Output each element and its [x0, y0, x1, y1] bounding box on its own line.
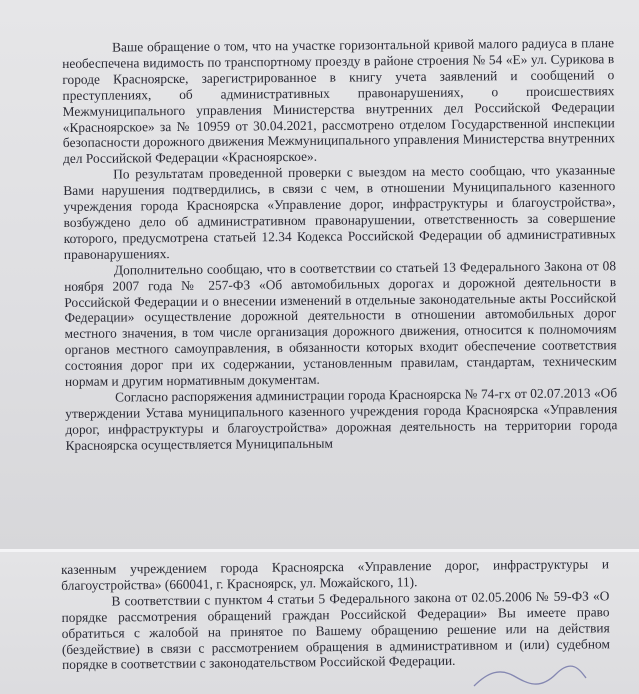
paragraph-appeal-rights: В соответствии с пунктом 4 статьи 5 Федерального закона от 02.05.2006 № 59-ФЗ «О порядке рассмотрения обращений граждан Российской Федерации» Вы имеете право обратиться с жалобой на принятое по Вашему обращению решение или на действия (бездействие) в связи с рассмотрением обращения в административном и (или) судебном порядке в соответствии с законодательством Российской Федерации. [61, 588, 610, 673]
paragraph-appeal: Ваше обращение о том, что на участке горизонтальной кривой малого радиуса в плане необеспечена видимость по транспортному проезду в районе строения № 54 «Е» ул. Сурикова в городе Красноярске, зарегистрированное в книгу учета заявлений и сообщений о преступлениях, об административных правонарушениях, о происшествиях Межмуниципального управления Министерства внутренних дел Российской Федерации «Красноярское» за № 10959 от 30.04.2021, рассмотрено отделом Государственной инспекции безопасности дорожного движения Межмуниципального управления Министерства внутренних дел Российской Федерации «Красноярское». [62, 35, 615, 167]
signature-mark [470, 664, 590, 694]
paragraph-inspection-result: По результатам проведенной проверки с выездом на место сообщаю, что указанные Вами нарушения подтвердились, в связи с чем, в отношении Муниципального казенного учреждения города Красноярска «Управление дорог, инфраструктуры и благоустройства», возбуждено дело об административном правонарушении, ответственность за совершение которого, предусмотрена статьей 12.34 Кодекса Российской Федерации об административных правонарушениях. [63, 162, 616, 262]
paragraph-continuation: казенным учреждением города Красноярска «Управление дорог, инфраструктуры и благоустройства» (660041, г. Красноярск, ул. Можайского, 11). [61, 556, 610, 593]
paragraph-administration-order: Согласно распоряжения администрации города Красноярска № 74-гх от 02.07.2013 «Об утверждении Устава муниципального казенного учреждения города Красноярска «Управления дорог, инфраструктуры и благоустройства» дорожная деятельность на территории города Красноярска осуществляется Муниципальным [65, 385, 618, 453]
page-1-body [62, 35, 618, 453]
page-2-body [61, 556, 610, 673]
paragraph-additional-info: Дополнительно сообщаю, что в соответствии со статьей 13 Федерального Закона от 08 ноября 2007 года № 257-ФЗ «Об автомобильных дорогах и дорожной деятельности в Российской Федерации и о внесении изменений в отдельные законодательные акты Российской Федерации» осуществление дорожной деятельности в отношении автомобильных дорог местного значения, в том числе организация дорожного движения, относится к полномочиям органов местного самоуправления, в обязанности которых входит обеспечение соответствия состояния дорог при их содержании, установленным правилам, стандартам, техническим нормам и другим нормативным документам. [64, 257, 617, 390]
document-page-2 [0, 552, 639, 694]
